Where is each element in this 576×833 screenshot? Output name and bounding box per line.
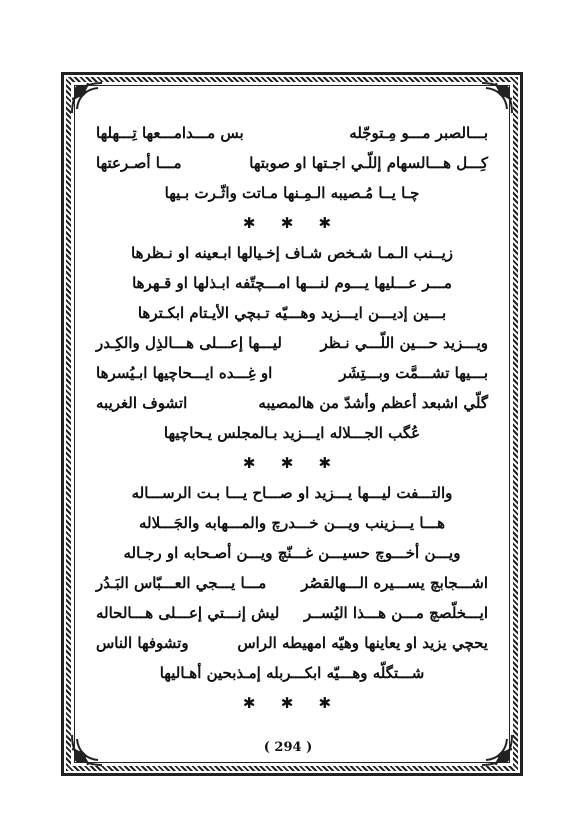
verse-line — [96, 118, 488, 148]
verse-hemistich-left: ليش إنـــتي إعـــلى هـــالحاله — [96, 604, 280, 622]
verse-hemistich-left: اتشوف الغريبه — [96, 394, 188, 412]
verse-hemistich-left: او غِـــده ايـــحاچيها ابـيُسرها — [96, 364, 273, 382]
verse-line: والتـــفت ليـــها يـــزيد او صـــاح يـــا بـت الرســـاله — [131, 484, 453, 502]
stanza-separator: ✱ ✱ ✱ — [242, 694, 342, 712]
verse-hemistich-left: وتشوفها الناس — [96, 634, 189, 652]
verse-line: شـــتگلّه وهـــيّه ابكـــربله إمـذبحين أهـاليها — [159, 664, 425, 682]
verse-hemistich-left: مـــا يـــجي العـــبّاس البَـدُر — [96, 574, 267, 592]
stanza-separator: ✱ ✱ ✱ — [242, 454, 342, 472]
verse-hemistich-right: ويـــزيد حـــين اللّـــي نـظر — [320, 334, 488, 352]
verse-hemistich-right: كِـــل هـــالسهام إللّـي اجـتها او صوبتها — [249, 154, 488, 172]
verse-line: هـــا يـــزينب ويـــن خـــدرچ والمـــهابه والجَـــلاله — [138, 514, 446, 532]
corner-ornament-icon — [68, 79, 106, 117]
poem-body — [96, 118, 488, 718]
corner-ornament-icon — [478, 79, 516, 117]
verse-line — [96, 388, 488, 418]
verse-hemistich-right: بـــالصبر مـــو مِـتوجّله — [349, 124, 488, 142]
verse-hemistich-left: بس مـــدامـــعها تِـــهلها — [96, 124, 244, 142]
verse-line: بـــين إديـــن ايـــزيد وهـــيّه تـبچي الأيـتام ابكـترها — [137, 304, 447, 322]
verse-hemistich-left: ليـــها إعـــلى هـــالذِل والكِـدر — [96, 334, 282, 352]
verse-hemistich-right: اشـــجابچ يســـيره الـــهالقصُر — [301, 574, 488, 592]
verse-line — [96, 148, 488, 178]
verse-line — [96, 358, 488, 388]
verse-line: زيــنب الـمـا شـخص شـاف إخـيالها ابـعينه او نـظرها — [131, 244, 453, 262]
verse-hemistich-left: مـــا أصـرعتها — [96, 154, 182, 172]
page-number: ( 294 ) — [263, 740, 313, 755]
verse-line — [96, 598, 488, 628]
verse-line: چـا يــا مُـصيبه الـمِـنها مـاتت واثّـرت بـيها — [164, 184, 420, 202]
verse-line — [96, 628, 488, 658]
verse-hemistich-right: ايـــخلّصچ مـــن هـــذا اليُســر — [303, 604, 488, 622]
verse-line: مـــر عـــليها يـــوم لنـــها امـــچتّفه ابـذلها او قـهرها — [132, 274, 452, 292]
stanza-separator: ✱ ✱ ✱ — [242, 214, 342, 232]
verse-hemistich-right: گلّي اشبعد أعظم وأشدّ من هالمصيبه — [258, 394, 488, 412]
verse-line: عُگب الجـــلاله ايـــزيد بـالمجلس يـحاچيها — [163, 424, 421, 442]
verse-line: ويـــن أخـــوچ حسيـــن غـــنّچ ويـــن أصـحابه او رجـاله — [123, 544, 461, 562]
verse-line — [96, 328, 488, 358]
verse-hemistich-right: يحچي يزيد او يعاينها وهيّه امهيطه الراس — [237, 634, 488, 652]
verse-line — [96, 568, 488, 598]
verse-hemistich-right: بـــيها تشـــمَّت وبـــتِشَر — [339, 364, 488, 382]
